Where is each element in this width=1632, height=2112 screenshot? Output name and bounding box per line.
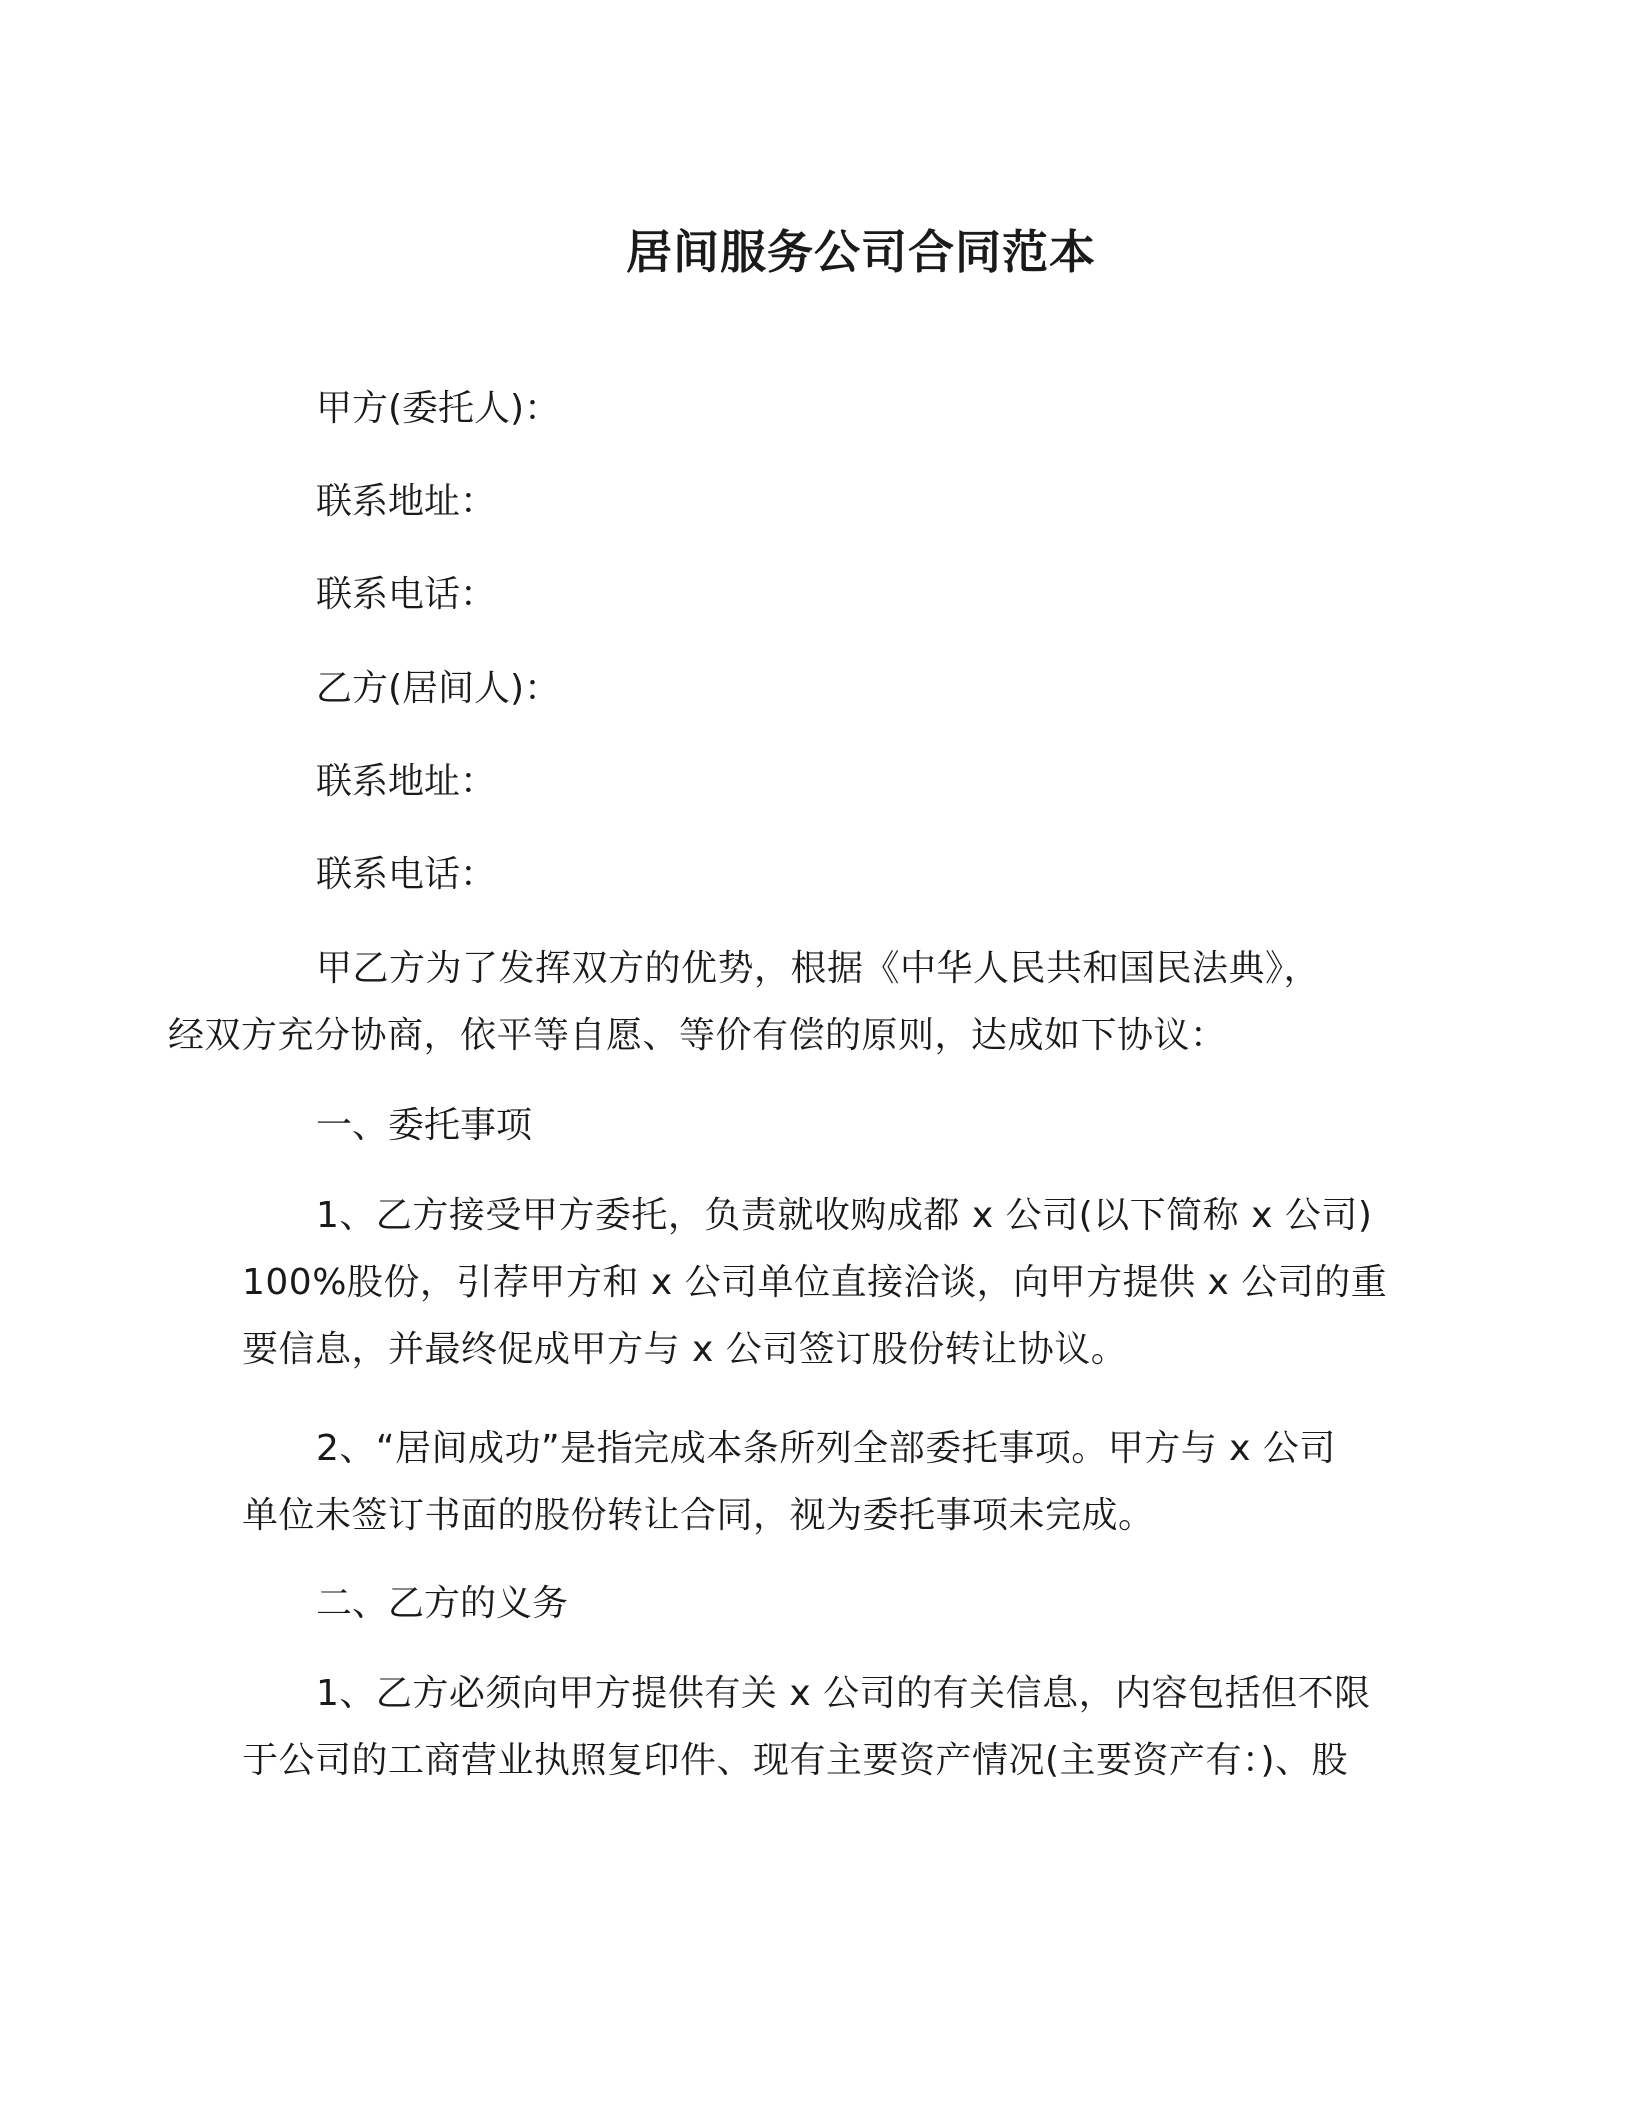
section-1-heading: 一、委托事项 [316,1105,533,1146]
party-a-label: 甲方(委托人)： [316,388,561,429]
paragraph-line: 2、“居间成功”是指完成本条所列全部委托事项。甲方与 x 公司 [316,1428,1336,1469]
document-title: 居间服务公司合同范本 [626,225,1096,279]
paragraph-line: 100%股份，引荐甲方和 x 公司单位直接洽谈，向甲方提供 x 公司的重 [242,1262,1388,1303]
party-b-label: 乙方(居间人)： [316,668,561,709]
section-1-item-2 [242,1415,1392,1549]
paragraph-line: 1、乙方接受甲方委托，负责就收购成都 x 公司(以下简称 x 公司) [316,1195,1373,1236]
section-2-item-1 [242,1660,1392,1794]
party-b-phone: 联系电话： [316,854,497,895]
intro-paragraph [168,935,1392,1069]
paragraph-line: 单位未签订书面的股份转让合同，视为委托事项未完成。 [242,1495,1155,1536]
section-2-heading: 二、乙方的义务 [316,1583,569,1624]
section-1-item-1 [242,1182,1392,1383]
paragraph-line: 1、乙方必须向甲方提供有关 x 公司的有关信息，内容包括但不限 [316,1673,1371,1714]
paragraph-line: 于公司的工商营业执照复印件、现有主要资产情况(主要资产有：)、股 [242,1740,1349,1781]
party-a-address: 联系地址： [316,481,497,522]
paragraph-line: 要信息，并最终促成甲方与 x 公司签订股份转让协议。 [242,1329,1128,1370]
party-b-address: 联系地址： [316,761,497,802]
party-a-phone: 联系电话： [316,574,497,615]
intro-line: 经双方充分协商，依平等自愿、等价有偿的原则，达成如下协议： [168,1015,1227,1056]
intro-line: 甲乙方为了发挥双方的优势，根据《中华人民共和国民法典》， [316,948,1321,989]
